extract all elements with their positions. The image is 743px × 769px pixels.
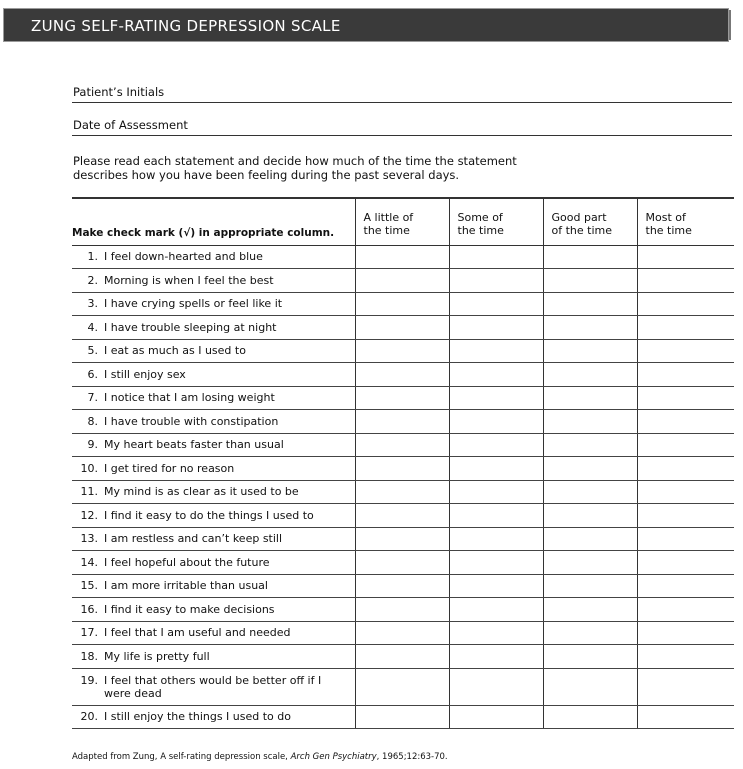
option-header-line: A little of (363, 211, 414, 224)
item-number: 1. (87, 250, 98, 264)
item-statement (72, 626, 355, 639)
check-cell-good-part[interactable] (543, 386, 637, 410)
item-statement-cell (72, 645, 355, 669)
citation-prefix: Adapted from Zung, A self-rating depression scale, (72, 752, 291, 762)
item-text: I have trouble sleeping at night (104, 320, 277, 334)
item-number: 5. (87, 344, 98, 358)
table-row (72, 668, 734, 705)
check-cell-good-part[interactable] (543, 316, 637, 340)
check-cell-some[interactable] (449, 574, 543, 598)
option-header-good-part (543, 198, 637, 245)
check-cell-most[interactable] (637, 527, 734, 551)
instructions-line-2: describes how you have been feeling during the past several days. (73, 168, 460, 182)
check-cell-good-part[interactable] (543, 363, 637, 387)
check-cell-some[interactable] (449, 668, 543, 705)
item-statement (72, 462, 355, 475)
table-row (72, 339, 734, 363)
table-row (72, 574, 734, 598)
check-cell-a-little[interactable] (355, 574, 449, 598)
check-cell-a-little[interactable] (355, 645, 449, 669)
check-cell-some[interactable] (449, 363, 543, 387)
instructions (73, 154, 593, 182)
table-row (72, 527, 734, 551)
item-statement (72, 415, 355, 428)
item-statement (72, 532, 355, 545)
item-statement-cell (72, 574, 355, 598)
option-header-line: Some of (457, 211, 503, 224)
item-number: 10. (80, 461, 98, 475)
check-cell-good-part[interactable] (543, 668, 637, 705)
check-cell-good-part[interactable] (543, 504, 637, 528)
check-cell-some[interactable] (449, 269, 543, 293)
check-cell-most[interactable] (637, 504, 734, 528)
item-number: 17. (80, 626, 98, 640)
check-cell-good-part[interactable] (543, 551, 637, 575)
check-cell-a-little[interactable] (355, 269, 449, 293)
date-of-assessment-field[interactable] (72, 117, 732, 136)
check-cell-good-part[interactable] (543, 527, 637, 551)
item-text: I get tired for no reason (104, 461, 235, 475)
table-row (72, 480, 734, 504)
check-cell-a-little[interactable] (355, 386, 449, 410)
item-text: I feel that I am useful and needed (104, 626, 291, 640)
table-row (72, 386, 734, 410)
item-statement (72, 509, 355, 522)
table-row (72, 598, 734, 622)
check-cell-good-part[interactable] (543, 269, 637, 293)
check-cell-most[interactable] (637, 574, 734, 598)
item-statement (72, 368, 355, 381)
check-cell-some[interactable] (449, 551, 543, 575)
item-number: 18. (80, 649, 98, 663)
table-row (72, 316, 734, 340)
item-number: 11. (80, 485, 98, 499)
option-header-line: the time (457, 224, 504, 237)
table-row (72, 504, 734, 528)
check-cell-good-part[interactable] (543, 457, 637, 481)
table-row (72, 363, 734, 387)
item-statement (72, 344, 355, 357)
item-statement-cell (72, 316, 355, 340)
check-cell-most[interactable] (637, 433, 734, 457)
citation-footer (72, 752, 448, 762)
check-cell-a-little[interactable] (355, 480, 449, 504)
check-cell-most[interactable] (637, 339, 734, 363)
check-cell-some[interactable] (449, 433, 543, 457)
citation-journal: Arch Gen Psychiatry (290, 752, 377, 762)
item-number: 19. (80, 673, 98, 687)
page-title: ZUNG SELF-RATING DEPRESSION SCALE (31, 17, 341, 35)
item-number: 15. (80, 579, 98, 593)
check-cell-a-little[interactable] (355, 433, 449, 457)
item-statement (72, 579, 355, 592)
item-number: 3. (87, 297, 98, 311)
option-header-line: of the time (551, 224, 612, 237)
check-cell-a-little[interactable] (355, 668, 449, 705)
check-cell-most[interactable] (637, 668, 734, 705)
item-number: 13. (80, 532, 98, 546)
table-header-row (72, 198, 734, 245)
check-cell-good-part[interactable] (543, 574, 637, 598)
check-cell-most[interactable] (637, 621, 734, 645)
item-text: My life is pretty full (104, 649, 210, 663)
item-statement-cell (72, 292, 355, 316)
check-cell-a-little[interactable] (355, 363, 449, 387)
option-header-most (637, 198, 734, 245)
check-cell-most[interactable] (637, 363, 734, 387)
item-number: 12. (80, 508, 98, 522)
item-number: 4. (87, 320, 98, 334)
check-cell-good-part[interactable] (543, 339, 637, 363)
item-statement-cell (72, 668, 355, 705)
check-cell-a-little[interactable] (355, 457, 449, 481)
item-statement-cell (72, 527, 355, 551)
check-cell-most[interactable] (637, 551, 734, 575)
item-text: I still enjoy the things I used to do (104, 710, 291, 724)
check-cell-most[interactable] (637, 645, 734, 669)
citation-suffix: , 1965;12:63-70. (376, 752, 448, 762)
table-row (72, 292, 734, 316)
item-statement (72, 650, 355, 663)
item-text: I am restless and can’t keep still (104, 532, 283, 546)
rating-table (72, 197, 734, 729)
table-row (72, 457, 734, 481)
item-statement-cell (72, 551, 355, 575)
patient-initials-field[interactable] (72, 84, 732, 103)
check-cell-good-part[interactable] (543, 410, 637, 434)
table-row (72, 705, 734, 729)
check-cell-some[interactable] (449, 457, 543, 481)
option-header-some (449, 198, 543, 245)
check-cell-a-little[interactable] (355, 598, 449, 622)
item-statement (72, 250, 355, 263)
check-cell-most[interactable] (637, 269, 734, 293)
item-text: My mind is as clear as it used to be (104, 485, 299, 499)
check-cell-a-little[interactable] (355, 527, 449, 551)
check-cell-a-little[interactable] (355, 551, 449, 575)
item-number: 20. (80, 710, 98, 724)
title-accent-line (729, 10, 731, 40)
check-cell-good-part[interactable] (543, 245, 637, 269)
item-statement (72, 710, 355, 723)
check-cell-a-little[interactable] (355, 621, 449, 645)
check-cell-some[interactable] (449, 621, 543, 645)
check-cell-good-part[interactable] (543, 598, 637, 622)
check-cell-a-little[interactable] (355, 504, 449, 528)
table-row (72, 410, 734, 434)
check-cell-most[interactable] (637, 292, 734, 316)
check-instruction-header: Make check mark (√) in appropriate column. (72, 198, 355, 245)
item-statement-cell (72, 598, 355, 622)
item-statement-cell (72, 705, 355, 729)
check-cell-most[interactable] (637, 457, 734, 481)
item-statement-cell (72, 245, 355, 269)
item-text: I feel down-hearted and blue (104, 250, 263, 264)
check-cell-some[interactable] (449, 245, 543, 269)
item-statement-cell (72, 410, 355, 434)
check-cell-good-part[interactable] (543, 645, 637, 669)
items-body (72, 245, 734, 729)
check-cell-some[interactable] (449, 598, 543, 622)
instructions-line-1: Please read each statement and decide how much of the time the statement (73, 154, 517, 168)
option-header-line: Most of (645, 211, 686, 224)
check-cell-most[interactable] (637, 598, 734, 622)
item-statement (72, 603, 355, 616)
check-cell-some[interactable] (449, 386, 543, 410)
title-bar (3, 8, 729, 42)
date-of-assessment-label: Date of Assessment (73, 118, 188, 132)
patient-initials-label: Patient’s Initials (73, 85, 165, 99)
table-row (72, 245, 734, 269)
item-text: I feel hopeful about the future (104, 555, 270, 569)
check-cell-some[interactable] (449, 504, 543, 528)
item-text: I still enjoy sex (104, 367, 186, 381)
check-cell-a-little[interactable] (355, 705, 449, 729)
item-statement (72, 556, 355, 569)
check-cell-most[interactable] (637, 705, 734, 729)
item-statement (72, 674, 355, 700)
item-statement-cell (72, 433, 355, 457)
item-number: 8. (87, 414, 98, 428)
check-cell-some[interactable] (449, 292, 543, 316)
item-number: 16. (80, 602, 98, 616)
item-statement (72, 321, 355, 334)
item-statement (72, 438, 355, 451)
check-cell-some[interactable] (449, 339, 543, 363)
item-statement-cell (72, 480, 355, 504)
item-statement (72, 391, 355, 404)
item-text: I am more irritable than usual (104, 579, 268, 593)
item-number: 9. (87, 438, 98, 452)
item-text: I find it easy to make decisions (104, 602, 275, 616)
table-row (72, 269, 734, 293)
item-text: I eat as much as I used to (104, 344, 246, 358)
item-text: I feel that others would be better off if I were dead (104, 673, 322, 700)
check-cell-some[interactable] (449, 410, 543, 434)
item-text: I have crying spells or feel like it (104, 297, 283, 311)
item-statement-cell (72, 386, 355, 410)
check-cell-some[interactable] (449, 705, 543, 729)
check-cell-most[interactable] (637, 410, 734, 434)
table-row (72, 621, 734, 645)
item-number: 7. (87, 391, 98, 405)
item-text: I notice that I am losing weight (104, 391, 275, 405)
check-cell-most[interactable] (637, 480, 734, 504)
option-header-line: the time (645, 224, 692, 237)
item-statement (72, 274, 355, 287)
check-cell-good-part[interactable] (543, 705, 637, 729)
item-number: 14. (80, 555, 98, 569)
item-number: 2. (87, 273, 98, 287)
item-statement-cell (72, 339, 355, 363)
check-cell-most[interactable] (637, 245, 734, 269)
check-cell-good-part[interactable] (543, 433, 637, 457)
check-cell-good-part[interactable] (543, 292, 637, 316)
option-header-line: Good part (551, 211, 607, 224)
item-text: I find it easy to do the things I used to (104, 508, 314, 522)
check-cell-a-little[interactable] (355, 292, 449, 316)
item-number: 6. (87, 367, 98, 381)
item-statement-cell (72, 457, 355, 481)
check-cell-a-little[interactable] (355, 410, 449, 434)
item-statement (72, 297, 355, 310)
check-cell-most[interactable] (637, 316, 734, 340)
table-row (72, 551, 734, 575)
check-cell-some[interactable] (449, 316, 543, 340)
check-cell-some[interactable] (449, 480, 543, 504)
item-statement-cell (72, 621, 355, 645)
item-text: My heart beats faster than usual (104, 438, 284, 452)
check-cell-a-little[interactable] (355, 316, 449, 340)
table-row (72, 433, 734, 457)
item-text: Morning is when I feel the best (104, 273, 274, 287)
check-cell-good-part[interactable] (543, 621, 637, 645)
option-header-line: the time (363, 224, 410, 237)
check-cell-a-little[interactable] (355, 245, 449, 269)
check-cell-a-little[interactable] (355, 339, 449, 363)
item-text: I have trouble with constipation (104, 414, 279, 428)
option-header-a-little (355, 198, 449, 245)
item-statement (72, 485, 355, 498)
item-statement-cell (72, 504, 355, 528)
item-statement-cell (72, 269, 355, 293)
check-cell-some[interactable] (449, 645, 543, 669)
item-statement-cell (72, 363, 355, 387)
table-row (72, 645, 734, 669)
check-cell-good-part[interactable] (543, 480, 637, 504)
check-cell-most[interactable] (637, 386, 734, 410)
check-cell-some[interactable] (449, 527, 543, 551)
